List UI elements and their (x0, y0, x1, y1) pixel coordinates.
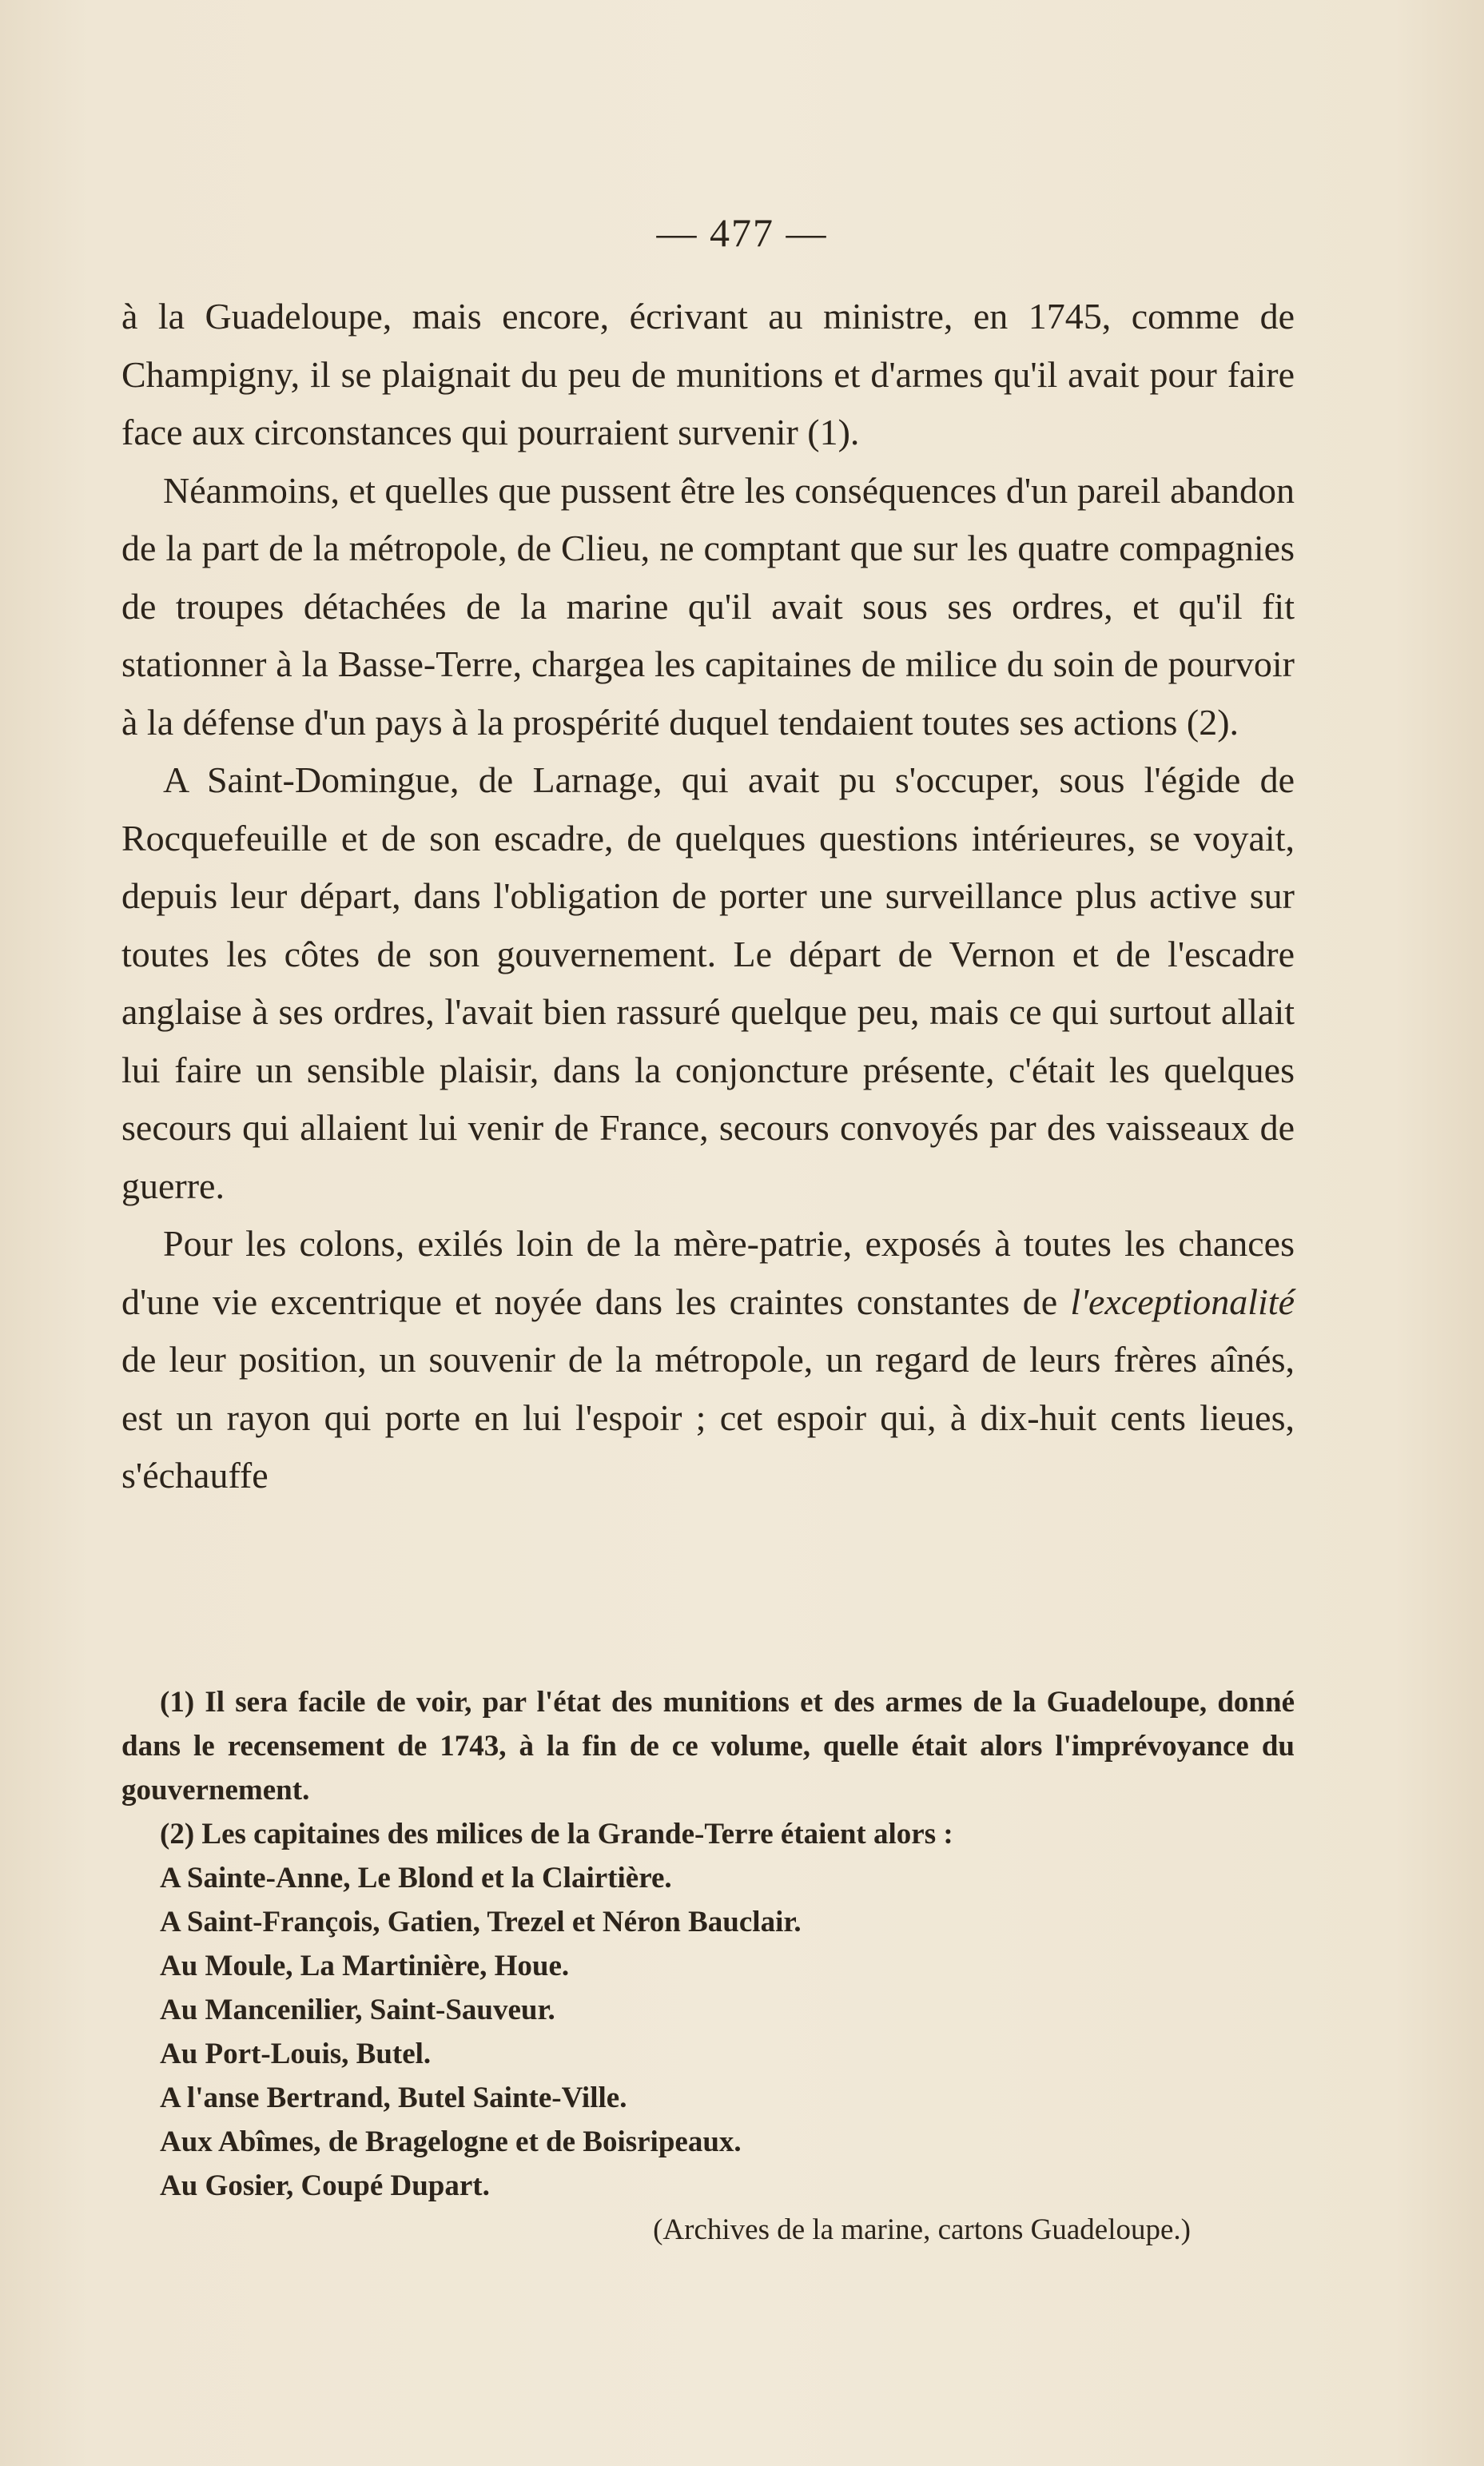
italic-term: l'exceptionalité (1070, 1281, 1295, 1322)
footnote-list-item: Au Port-Louis, Butel. (160, 2038, 432, 2070)
paragraph-clieu: Néanmoins, et quelles que pussent être les conséquences d'un pareil abandon de la part de la métropole, de Clieu, ne comptant que sur les quatre compagnies de troupes détachées de la marine qu'il avait sous ses ordres, et qu'il fit stationner à la Basse-Terre, chargea les capitaines de milice du soin de pourvoir à la défense d'un pays à la prospérité duquel tendaient toutes ses actions (2). (121, 469, 1295, 743)
footnote-1: (1) Il sera facile de voir, par l'état des munitions et des armes de la Guadeloupe, donné dans le recensement de 1743, à la fin de ce volume, quelle était alors l'imprévoyance du gouvernement. (121, 1686, 1295, 1807)
paragraph-colons-start: Pour les colons, exilés loin de la mère-patrie, exposés à toutes les chances d'une vie excentrique et noyée dans les craintes constantes de (121, 1223, 1295, 1322)
footnote-list-item: Au Mancenilier, Saint-Sauveur. (160, 1994, 555, 2026)
footnote-list-item: Au Moule, La Martinière, Houe. (160, 1950, 570, 1982)
paragraph-saint-domingue: A Saint-Domingue, de Larnage, qui avait pu s'occuper, sous l'égide de Rocquefeuille et de son escadre, de quelques questions intérieures, se voyait, depuis leur départ, dans l'obligation de porter une surveillance plus active sur toutes les côtes de son gouvernement. Le départ de Vernon et de l'escadre anglaise à ses ordres, l'avait bien rassuré quelque peu, mais ce qui surtout allait lui faire un sensible plaisir, dans la conjoncture présente, c'était les quelques secours qui allaient lui venir de France, secours convoyés par des vaisseaux de guerre. (121, 759, 1295, 1206)
footnote-source: (Archives de la marine, cartons Guadeloupe.) (653, 2213, 1191, 2246)
footnote-list-item: Au Gosier, Coupé Dupart. (160, 2169, 490, 2202)
main-text (121, 288, 1295, 1505)
footnote-list-item: Aux Abîmes, de Bragelogne et de Boisripeaux. (160, 2125, 742, 2158)
paragraph-continuation: à la Guadeloupe, mais encore, écrivant au ministre, en 1745, comme de Champigny, il se plaignait du peu de munitions et d'armes qu'il avait pour faire face aux circonstances qui pourraient survenir (1). (121, 296, 1295, 452)
footnote-2-intro: (2) Les capitaines des milices de la Grande-Terre étaient alors : (160, 1818, 953, 1850)
page-number: — 477 — (656, 210, 828, 255)
footnote-list-item: A l'anse Bertrand, Butel Sainte-Ville. (160, 2082, 627, 2114)
footnote-list-item: A Saint-François, Gatien, Trezel et Néron Bauclair. (160, 1906, 802, 1938)
footnote-list-item: A Sainte-Anne, Le Blond et la Clairtière. (160, 1862, 672, 1894)
footnotes (121, 1680, 1295, 2252)
paragraph-colons (121, 1215, 1295, 1505)
paragraph-colons-end: de leur position, un souvenir de la métropole, un regard de leurs frères aînés, est un rayon qui porte en lui l'espoir ; cet espoir qui, à dix-huit cents lieues, s'échauffe (121, 1339, 1295, 1496)
